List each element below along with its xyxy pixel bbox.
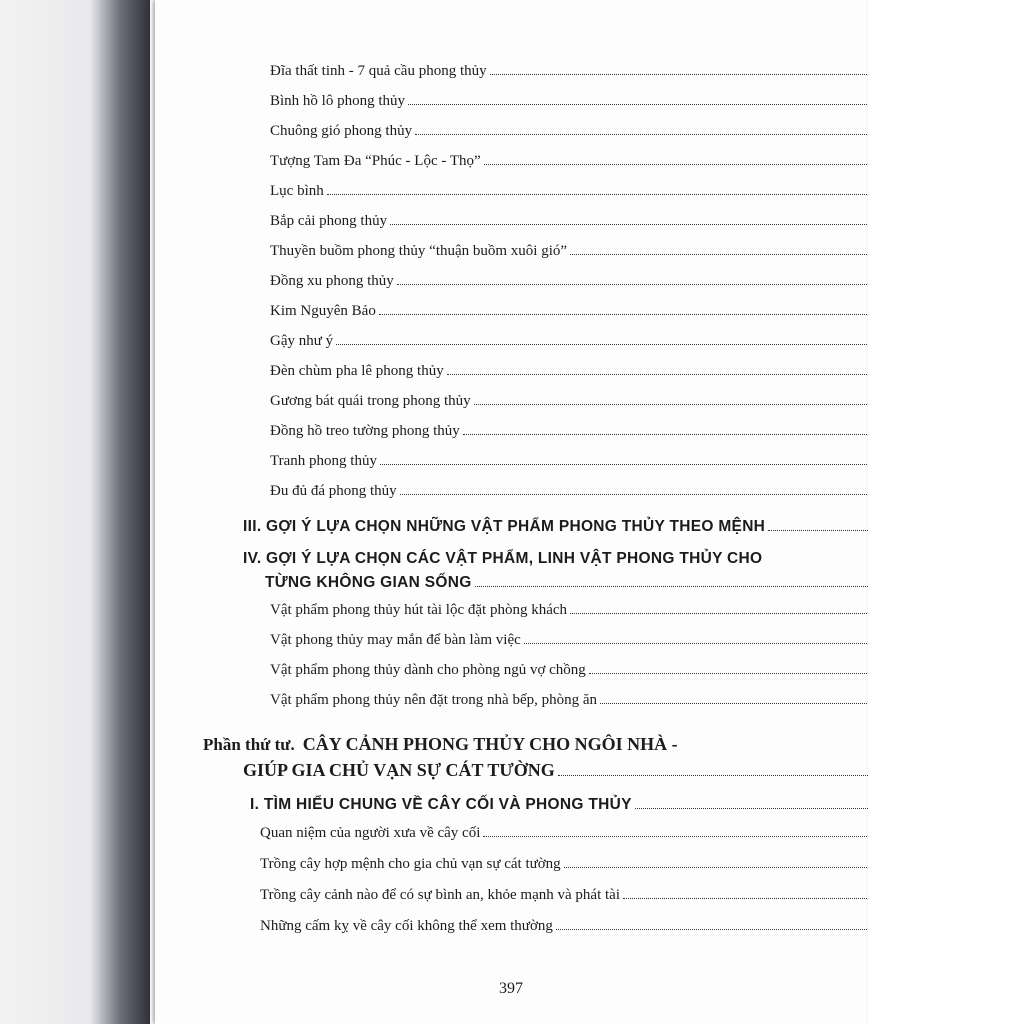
toc-entry xyxy=(270,478,929,500)
toc-entry xyxy=(260,820,929,842)
toc-entry-label: Lục bình xyxy=(270,183,324,199)
toc-entry-label: Vật phẩm phong thủy nên đặt trong nhà bếp, phòng ăn xyxy=(270,692,598,708)
toc-entry xyxy=(270,418,929,440)
toc-leader-dots xyxy=(447,374,905,375)
toc-entry-label: Quan niệm của người xưa về cây cối xyxy=(260,825,481,841)
page-number: 397 xyxy=(499,980,523,997)
toc-part-heading-line1 xyxy=(203,727,903,755)
toc-leader-dots xyxy=(408,104,904,105)
toc-section-heading-line1 xyxy=(243,544,931,568)
toc-leader-dots xyxy=(623,898,905,899)
toc-part-title: CÂY CẢNH PHONG THỦY CHO NGÔI NHÀ - xyxy=(302,734,678,754)
toc-section-heading xyxy=(243,512,931,536)
toc-entry xyxy=(270,627,929,649)
adjacent-page-edge xyxy=(0,0,150,1024)
toc-section-heading-line2 xyxy=(265,568,931,592)
toc-entry xyxy=(270,388,929,410)
book-page xyxy=(155,0,867,1024)
toc-leader-dots xyxy=(524,643,905,644)
toc-entry-label: Đĩa thất tinh - 7 quả cầu phong thủy xyxy=(270,63,487,79)
toc-entry xyxy=(270,687,929,709)
toc-leader-dots xyxy=(400,494,905,495)
toc-entry xyxy=(270,657,929,679)
toc-entry-label: Những cấm kỵ về cây cối không thể xem thường xyxy=(260,918,553,934)
toc-section-label: III. GỢI Ý LỰA CHỌN NHỮNG VẬT PHẨM PHONG THỦY THEO MỆNH xyxy=(243,518,766,535)
toc-section-label: IV. GỢI Ý LỰA CHỌN CÁC VẬT PHẨM, LINH VẬT PHONG THỦY CHO xyxy=(243,550,763,567)
toc-leader-dots xyxy=(397,284,905,285)
toc-entry-label: Tranh phong thủy xyxy=(270,453,377,469)
toc-entry-label: Bắp cải phong thủy xyxy=(270,213,388,229)
toc-leader-dots xyxy=(589,673,905,674)
toc-leader-dots xyxy=(327,194,905,195)
toc-leader-dots xyxy=(379,314,905,315)
toc-entry xyxy=(270,268,929,290)
toc-entry-label: Gậy như ý xyxy=(270,333,334,349)
toc-entry xyxy=(270,328,929,350)
toc-leader-dots xyxy=(483,836,904,837)
toc-leader-dots xyxy=(474,404,905,405)
toc-entry xyxy=(270,148,929,170)
toc-entry-label: Tượng Tam Đa “Phúc - Lộc - Thọ” xyxy=(270,153,481,169)
toc-entry xyxy=(270,358,929,380)
toc-leader-dots xyxy=(570,613,904,614)
toc-leader-dots xyxy=(556,929,905,930)
toc-part-heading-line2 xyxy=(243,753,931,781)
toc-leader-dots xyxy=(558,775,902,776)
toc-part-prefix: Phần thứ tư. xyxy=(203,735,295,754)
toc-entry-label: Chuông gió phong thủy xyxy=(270,123,413,139)
toc-entry-label: Bình hồ lô phong thủy xyxy=(270,93,406,109)
toc-entry xyxy=(270,208,929,230)
toc-section-heading xyxy=(250,790,931,814)
toc-leader-dots xyxy=(490,74,905,75)
toc-leader-dots xyxy=(484,164,905,165)
toc-leader-dots xyxy=(600,703,904,704)
toc-entry xyxy=(270,178,929,200)
toc-entry xyxy=(260,851,929,873)
toc-entry xyxy=(270,238,929,260)
toc-entry-label: Trồng cây hợp mệnh cho gia chủ vạn sự cát tường xyxy=(260,856,561,872)
toc-entry-label: Vật phong thủy may mắn để bàn làm việc xyxy=(270,632,521,648)
toc-leader-dots xyxy=(475,586,903,587)
toc-entry-label: Vật phẩm phong thủy dành cho phòng ngủ vợ chồng xyxy=(270,662,586,678)
toc-leader-dots xyxy=(635,808,902,809)
toc-entry xyxy=(270,58,929,80)
toc-entry-label: Vật phẩm phong thủy hút tài lộc đặt phòng khách xyxy=(270,602,568,618)
toc-entry xyxy=(270,118,929,140)
toc-entry-label: Đồng hồ treo tường phong thủy xyxy=(270,423,460,439)
toc-entry-label: Đu đủ đá phong thủy xyxy=(270,483,397,499)
toc-entry xyxy=(260,882,929,904)
toc-leader-dots xyxy=(564,867,905,868)
toc-entry-label: Gương bát quái trong phong thủy xyxy=(270,393,471,409)
toc-section-label: I. TÌM HIỂU CHUNG VỀ CÂY CỐI VÀ PHONG THỦY xyxy=(250,796,632,813)
toc-leader-dots xyxy=(570,254,904,255)
toc-entry-label: Trồng cây cảnh nào để có sự bình an, khỏe mạnh và phát tài xyxy=(260,887,620,903)
toc-entry xyxy=(270,448,929,470)
toc-entry xyxy=(270,298,929,320)
toc-entry xyxy=(260,913,929,935)
toc-part-title: GIÚP GIA CHỦ VẠN SỰ CÁT TƯỜNG xyxy=(243,760,555,780)
toc-section-label: TỪNG KHÔNG GIAN SỐNG xyxy=(265,574,472,591)
toc-leader-dots xyxy=(463,434,905,435)
toc-leader-dots xyxy=(415,134,904,135)
toc-entry xyxy=(270,597,929,619)
toc-leader-dots xyxy=(380,464,905,465)
toc-entry-label: Đồng xu phong thủy xyxy=(270,273,394,289)
toc-leader-dots xyxy=(390,224,904,225)
toc-entry-label: Kim Nguyên Bảo xyxy=(270,303,376,319)
toc-entry-label: Thuyền buồm phong thủy “thuận buồm xuôi gió” xyxy=(270,243,568,259)
toc-leader-dots xyxy=(336,344,904,345)
toc-entry-label: Đèn chùm pha lê phong thủy xyxy=(270,363,444,379)
toc-entry xyxy=(270,88,929,110)
background xyxy=(868,0,1024,1024)
